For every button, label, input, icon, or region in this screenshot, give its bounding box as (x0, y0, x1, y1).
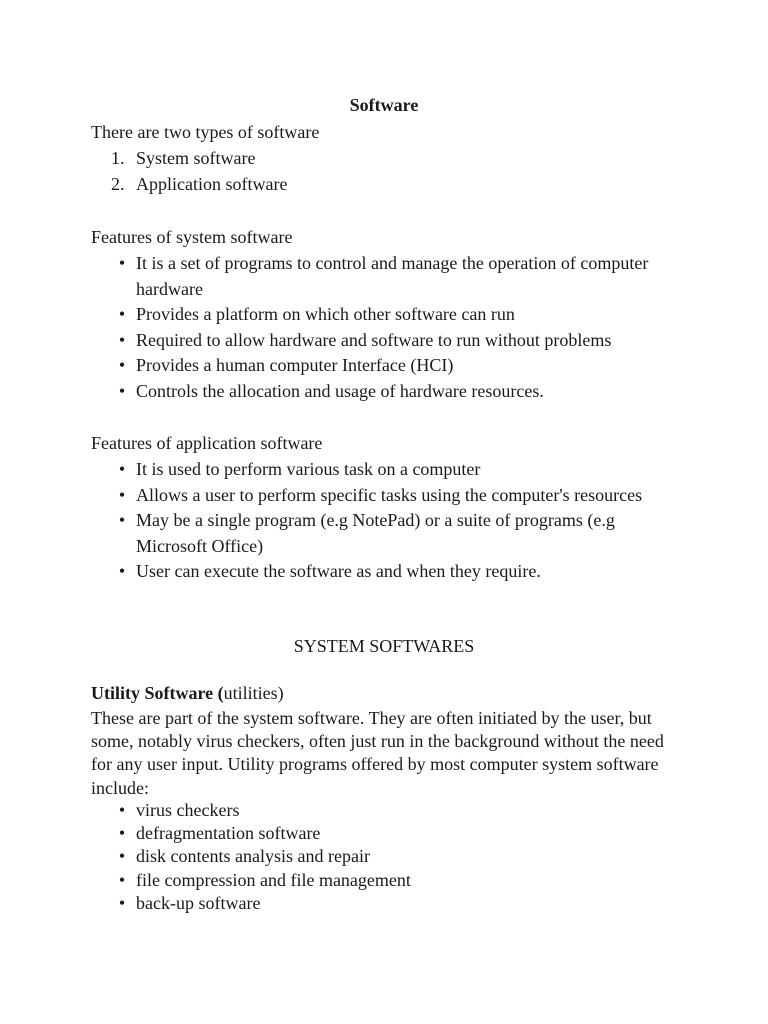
list-item (91, 508, 642, 534)
section-heading: SYSTEM SOFTWARES (293, 636, 475, 656)
utilities-list (91, 799, 411, 915)
list-item (91, 892, 411, 915)
bullet-icon: • (118, 510, 126, 531)
list-item-text: virus checkers (136, 800, 240, 820)
list-item-text: User can execute the software as and when they require. (136, 561, 541, 582)
list-item (91, 379, 648, 405)
bullet-icon: • (118, 846, 126, 867)
page-title: Software (349, 95, 419, 115)
list-item (91, 146, 287, 172)
list-item (91, 353, 648, 379)
list-item-text: hardware (136, 278, 203, 299)
list-item-text: Provides a platform on which other software can run (136, 304, 515, 325)
bullet-icon: • (118, 869, 126, 890)
list-number: 1. (111, 148, 125, 168)
list-item (91, 172, 287, 198)
list-item-text: It is used to perform various task on a computer (136, 459, 481, 479)
system-features-heading: Features of system software (91, 227, 293, 247)
list-item-text: Controls the allocation and usage of hardware resources. (136, 380, 544, 401)
bullet-icon: • (118, 459, 126, 479)
list-item-text: It is a set of programs to control and manage the operation of computer (136, 253, 649, 273)
list-item-text: disk contents analysis and repair (136, 846, 370, 867)
bullet-icon: • (118, 484, 126, 505)
list-item-text: Provides a human computer Interface (HCI) (136, 355, 454, 376)
list-item-text: System software (136, 148, 256, 168)
list-item (91, 559, 642, 585)
list-item-continuation (91, 534, 642, 560)
list-item-text: defragmentation software (136, 823, 321, 844)
bullet-icon: • (118, 800, 126, 820)
bullet-icon: • (118, 253, 126, 273)
list-item (91, 457, 642, 483)
list-number: 2. (111, 173, 125, 194)
list-item-text: May be a single program (e.g NotePad) or a suite of programs (e.g (136, 510, 615, 531)
list-item-text: Allows a user to perform specific tasks using the computer's resources (136, 484, 643, 505)
utility-heading (91, 682, 284, 705)
bullet-icon: • (118, 355, 126, 376)
bullet-icon: • (118, 823, 126, 844)
bullet-icon: • (118, 304, 126, 325)
list-item (91, 845, 411, 868)
list-item (91, 328, 648, 354)
list-item (91, 822, 411, 845)
list-item-text: Required to allow hardware and software to run without problems (136, 329, 612, 350)
list-item (91, 251, 648, 277)
list-item (91, 799, 411, 822)
list-item-text: file compression and file management (136, 869, 411, 890)
list-item (91, 869, 411, 892)
utility-paragraph: These are part of the system software. They are often initiated by the user, but some, notably virus checkers, often just run in the background without the need for any user input. Utility programs offered by most computer system software include: (91, 708, 664, 798)
utility-heading-bold: Utility Software ( (91, 683, 224, 703)
bullet-icon: • (118, 892, 126, 913)
bullet-icon: • (118, 380, 126, 401)
software-types-list (91, 146, 287, 197)
list-item (91, 483, 642, 509)
app-features-list (91, 457, 642, 585)
utility-heading-rest: utilities) (223, 683, 284, 703)
list-item-text: back-up software (136, 892, 261, 913)
app-features-heading: Features of application software (91, 433, 323, 453)
list-item-text: Application software (136, 173, 288, 194)
bullet-icon: • (118, 561, 126, 582)
list-item-text: Microsoft Office) (136, 535, 264, 556)
intro-text: There are two types of software (91, 122, 320, 142)
bullet-icon: • (118, 329, 126, 350)
system-features-list (91, 251, 648, 405)
list-item (91, 302, 648, 328)
list-item-continuation (91, 277, 648, 303)
